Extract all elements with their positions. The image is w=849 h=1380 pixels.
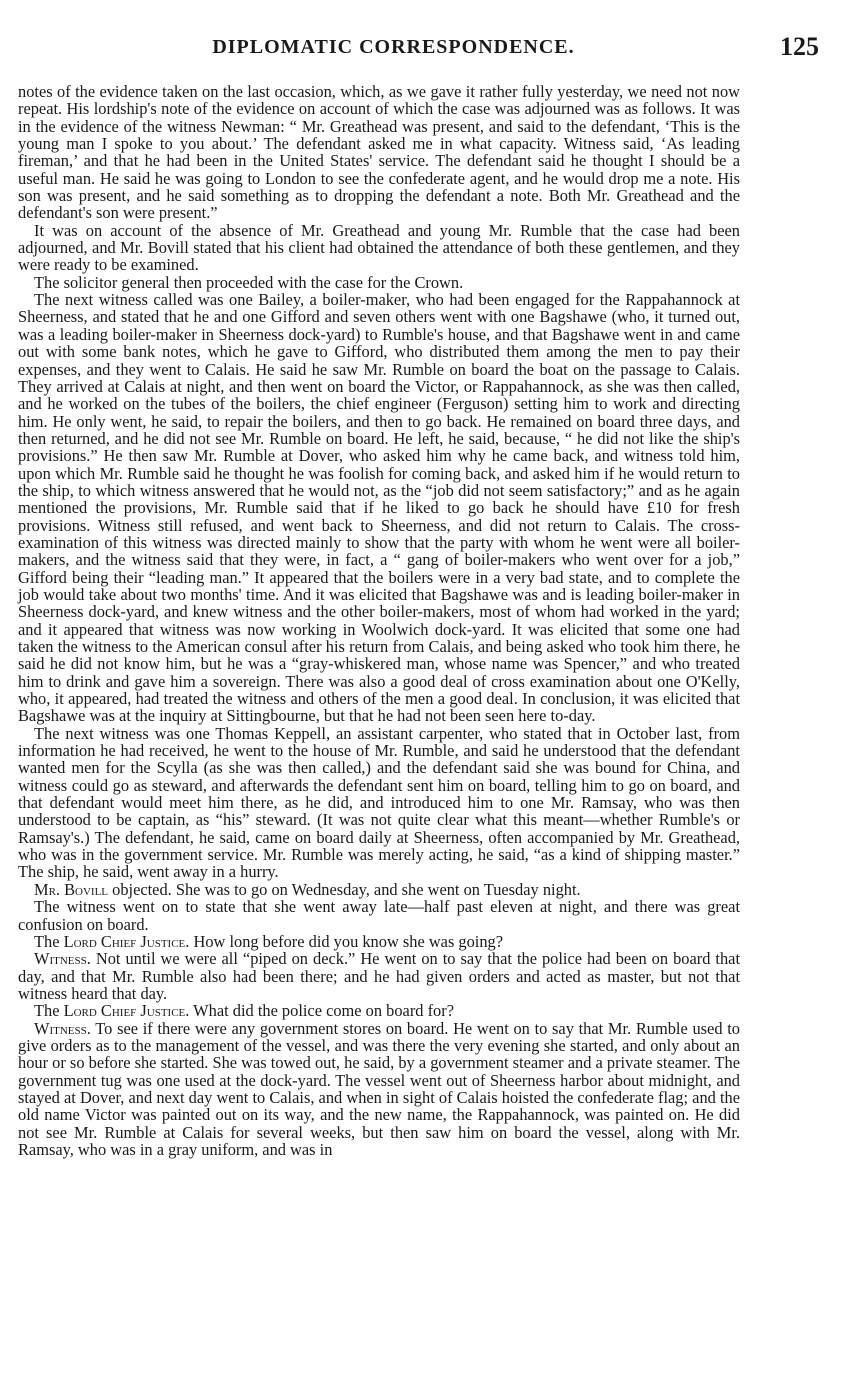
- paragraph: The next witness was one Thomas Keppell, an assistant carpenter, who stated that in October last, from information he had received, he went to the house of Mr. Rumble, and said he understood that the defendant wanted men for the Scylla (as she was then called,) and the defendant said she was bound for China, and witness could go as steward, and afterwards the defendant sent him on board, telling him to go on board, and that defendant would meet him there, as he did, and introduced him to one Mr. Ramsay, who was then understood to be captain, as “his” steward. (It was not quite clear what this meant—whether Rumble's or Ramsay's.) The defendant, he said, came on board daily at Sheerness, often accompanied by Mr. Greathead, who was in the government service. Mr. Rumble was merely acting, he said, “as a kind of shipping master.” The ship, he said, went away in a hurry.: [18, 723, 740, 882]
- speaker-name: Witness: [34, 949, 87, 969]
- paragraph: Witness. Not until we were all “piped on deck.” He went on to say that the police had been on board that day, and that Mr. Rumble also had been there; and he had given orders and acted as master, but not that witness heard that day.: [18, 949, 740, 1003]
- paragraph: It was on account of the absence of Mr. Greathead and young Mr. Rumble that the case had been adjourned, and Mr. Bovill stated that his client had obtained the attendance of both these gentlemen, and they were ready to be examined.: [18, 220, 740, 275]
- speaker-name: Witness: [34, 1018, 87, 1038]
- speaker-name: Mr. Bovill: [34, 879, 109, 899]
- paragraph: The Lord Chief Justice. What did the police come on board for?: [34, 1001, 454, 1021]
- paragraph: Mr. Bovill objected. She was to go on Wednesday, and she went on Tuesday night.: [34, 879, 581, 899]
- page-header: [18, 32, 819, 62]
- speaker-name: Lord Chief Justice: [63, 1001, 186, 1021]
- paragraph: The solicitor general then proceeded with the case for the Crown.: [34, 272, 464, 292]
- paragraph: Witness. To see if there were any government stores on board. He went on to say that Mr. Rumble used to give orders as to the management of the vessel, and was there the very evening she started, and only about an hour or so before she started. She was towed out, he said, by a government steamer and a private steamer. The government tug was one used at the dock-yard. The vessel went out of Sheerness harbor about midnight, and stayed at Dover, and next day went to Calais, and when in sight of Calais hoisted the confederate flag; and the old name Victor was painted out on its way, and the new name, the Rappahannock, was painted on. He did not see Mr. Rumble at Calais for several weeks, but then saw him on board the vessel, along with Mr. Ramsay, who was in a gray uniform, and was in: [18, 1018, 740, 1159]
- running-head: DIPLOMATIC CORRESPONDENCE.: [212, 36, 575, 58]
- paragraph: The next witness called was one Bailey, a boiler-maker, who had been engaged for the Rappahannock at Sheerness, and stated that he and one Gifford and seven others went with one Bagshawe (who, it turned out, was a leading boiler-maker in Sheerness dock-yard) to Rumble's house, and that Bagshawe went in and came out with some bank notes, which he gave to Gifford, who distributed them among the men to pay their expenses, and they went to Calais. He said he saw Mr. Rumble on board the boat on the passage to Calais. They arrived at Calais at night, and then went on board the Victor, or Rappahannock, as she was then called, and he worked on the tubes of the boilers, the chief engineer (Ferguson) setting him to work and directing him. He only went, he said, to repair the boilers, and then to go back. He remained on board three days, and then returned, and he did not see Mr. Rumble on board. He left, he said, because, “ he did not like the ship's provisions.” He then saw Mr. Rumble at Dover, who asked him why he came back, and witness told him, upon which Mr. Rumble said he thought he was foolish for coming back, and asked him if he would return to the ship, to which witness answered that he would not, as the “job did not seem satisfactory;” and as he again mentioned the provisions, Mr. Rumble said that if he liked to go back he should have £10 for fresh provisions. Witness still refused, and went back to Sheerness, and did not return to Calais. The cross-examination of this witness was directed mainly to show that the party with whom he went were all boiler-makers, and the witness said that they were, in fact, a “ gang of boiler-makers who went over for a job,” Gifford being their “leading man.” It appeared that the boilers were in a very bad state, and to complete the job would take about two months' time. And it was elicited that Bagshawe was and is leading boiler-maker in Sheerness dock-yard, and knew witness and the other boiler-makers, most of whom had worked in the yard; and it appeared that witness was now working in Woolwich dock-yard. It was elicited that some one had taken the witness to the American consul after his return from Calais, and being asked who took him there, he said he did not know him, but he was a “gray-whiskered man, whose name was Spencer,” and who treated him to drink and gave him a sovereign. There was also a good deal of cross examination about one O'Kelly, who, it appeared, had treated the witness and others of the men a good deal. In conclusion, it was elicited that Bagshawe was at the inquiry at Sittingbourne, but that he had not been seen here to-day.: [18, 290, 740, 726]
- paragraph: The Lord Chief Justice. How long before did you know she was going?: [34, 931, 504, 951]
- speaker-name: Lord Chief Justice: [63, 931, 186, 951]
- body-text: [18, 83, 740, 1158]
- paragraph: The witness went on to state that she went away late—half past eleven at night, and there was great confusion on board.: [18, 897, 740, 934]
- paragraph: notes of the evidence taken on the last occasion, which, as we gave it rather fully yesterday, we need not now repeat. His lordship's note of the evidence on account of which the case was adjourned was as follows. It was in the evidence of the witness Newman: “ Mr. Greathead was present, and said to the defendant, ‘This is the young man I spoke to you about.’ The defendant asked me in what capacity. Witness said, ‘As leading fireman,’ and that he had been in the United States' service. The defendant said he thought I should be a useful man. He said he was going to London to see the confederate agent, and he would drop me a note. His son was present, and he said something as to dropping the defendant a note. Both Mr. Greathead and the defendant's son were present.”: [18, 82, 740, 223]
- page-number: 125: [780, 32, 819, 61]
